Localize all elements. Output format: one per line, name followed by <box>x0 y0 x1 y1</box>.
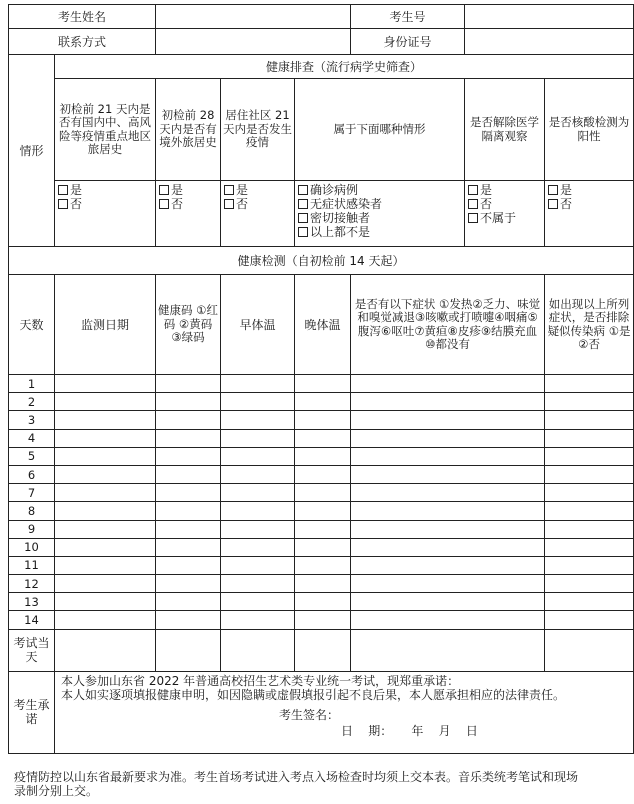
date-cell[interactable] <box>55 538 156 556</box>
date-cell[interactable] <box>55 593 156 611</box>
symptoms-cell[interactable] <box>351 484 545 502</box>
table-row <box>9 447 634 465</box>
exclude-cell[interactable] <box>545 411 634 429</box>
table-row <box>9 429 634 447</box>
morning-temp-cell[interactable] <box>221 575 295 593</box>
morning-temp-cell[interactable] <box>221 538 295 556</box>
morning-temp-cell[interactable] <box>221 502 295 520</box>
checkbox-icon[interactable] <box>58 199 68 209</box>
evening-temp-cell[interactable] <box>295 393 351 411</box>
question-community-outbreak: 居住社区 21 天内是否发生疫情 <box>221 79 295 181</box>
checkbox-icon[interactable] <box>159 185 169 195</box>
day-number: 8 <box>9 502 55 520</box>
table-row <box>9 520 634 538</box>
options-community-outbreak <box>221 181 295 247</box>
health-code-cell[interactable] <box>156 611 221 629</box>
monitoring-title: 健康检测（自初检前 14 天起） <box>9 247 634 275</box>
health-code-cell[interactable] <box>156 593 221 611</box>
exclude-cell[interactable] <box>545 375 634 393</box>
pledge-label: 考生承诺 <box>9 671 55 753</box>
evening-temp-cell[interactable] <box>295 502 351 520</box>
evening-temp-cell[interactable] <box>295 375 351 393</box>
exclude-cell[interactable] <box>545 502 634 520</box>
health-code-cell[interactable] <box>156 465 221 483</box>
morning-temp-cell[interactable] <box>221 611 295 629</box>
evening-temp-cell[interactable] <box>295 429 351 447</box>
checkbox-label: 是 <box>171 183 184 197</box>
checkbox-label: 不属于 <box>480 211 517 225</box>
checkbox-icon[interactable] <box>224 185 234 195</box>
checkbox-option[interactable] <box>159 183 217 197</box>
evening-temp-cell[interactable] <box>295 538 351 556</box>
symptoms-cell[interactable] <box>351 556 545 574</box>
date-cell[interactable] <box>55 520 156 538</box>
table-row <box>9 411 634 429</box>
checkbox-label: 否 <box>171 197 184 211</box>
exam-no-field[interactable] <box>465 5 634 29</box>
date-cell[interactable] <box>55 575 156 593</box>
day-number: 9 <box>9 520 55 538</box>
symptoms-cell[interactable] <box>351 393 545 411</box>
table-row <box>9 484 634 502</box>
pledge-content <box>55 671 634 753</box>
day-header: 天数 <box>9 275 55 375</box>
checkbox-option[interactable] <box>468 211 541 225</box>
date-label[interactable]: 日 期： 年 月 日 <box>341 723 478 738</box>
date-cell[interactable] <box>55 411 156 429</box>
morning-temp-cell[interactable] <box>221 484 295 502</box>
day-number: 4 <box>9 429 55 447</box>
checkbox-option[interactable] <box>224 183 291 197</box>
checkbox-option[interactable] <box>468 183 541 197</box>
checkbox-option[interactable] <box>224 197 291 211</box>
checkbox-icon[interactable] <box>298 185 308 195</box>
evening-temp-cell[interactable] <box>295 611 351 629</box>
checkbox-option[interactable] <box>298 197 461 211</box>
id-label: 身份证号 <box>351 29 465 55</box>
exclude-cell[interactable] <box>545 575 634 593</box>
health-code-header: 健康码 ①红码 ②黄码 ③绿码 <box>156 275 221 375</box>
exam-no-label: 考生号 <box>351 5 465 29</box>
evening-temp-cell[interactable] <box>295 411 351 429</box>
symptoms-cell[interactable] <box>351 411 545 429</box>
morning-temp-cell[interactable] <box>221 411 295 429</box>
day-number: 3 <box>9 411 55 429</box>
id-field[interactable] <box>465 29 634 55</box>
health-declaration-form <box>8 4 634 754</box>
signature-block <box>61 702 627 740</box>
checkbox-option[interactable] <box>159 197 217 211</box>
table-row <box>9 393 634 411</box>
contact-field[interactable] <box>156 29 351 55</box>
health-code-cell[interactable] <box>156 538 221 556</box>
checkbox-label: 是 <box>480 183 493 197</box>
health-code-cell[interactable] <box>156 429 221 447</box>
question-nucleic-positive: 是否核酸检测为阳性 <box>545 79 634 181</box>
symptoms-cell[interactable] <box>351 629 545 671</box>
exclude-cell[interactable] <box>545 538 634 556</box>
table-row <box>9 556 634 574</box>
date-cell[interactable] <box>55 375 156 393</box>
contact-label: 联系方式 <box>9 29 156 55</box>
checkbox-label: 密切接触者 <box>310 211 371 225</box>
checkbox-option[interactable] <box>298 183 461 197</box>
date-cell[interactable] <box>55 629 156 671</box>
question-quarantine-release: 是否解除医学隔离观察 <box>465 79 545 181</box>
evening-temp-cell[interactable] <box>295 629 351 671</box>
checkbox-label: 否 <box>560 197 573 211</box>
checkbox-icon[interactable] <box>298 199 308 209</box>
checkbox-icon[interactable] <box>548 199 558 209</box>
options-nucleic-positive <box>545 181 634 247</box>
checkbox-option[interactable] <box>298 211 461 225</box>
options-domestic-travel <box>55 181 156 247</box>
checkbox-option[interactable] <box>298 225 461 239</box>
date-cell[interactable] <box>55 484 156 502</box>
symptoms-cell[interactable] <box>351 375 545 393</box>
pledge-commitment: 本人如实逐项填报健康申明，如因隐瞒或虚假填报引起不良后果，本人愿承担相应的法律责任。 <box>61 687 566 702</box>
day-number: 10 <box>9 538 55 556</box>
checkbox-icon[interactable] <box>224 199 234 209</box>
options-quarantine-release <box>465 181 545 247</box>
date-cell[interactable] <box>55 393 156 411</box>
morning-temp-cell[interactable] <box>221 375 295 393</box>
table-row <box>9 375 634 393</box>
checkbox-icon[interactable] <box>468 185 478 195</box>
health-code-cell[interactable] <box>156 575 221 593</box>
checkbox-option[interactable] <box>548 197 630 211</box>
evening-temp-cell[interactable] <box>295 575 351 593</box>
health-code-cell[interactable] <box>156 556 221 574</box>
exclude-cell[interactable] <box>545 465 634 483</box>
date-cell[interactable] <box>55 611 156 629</box>
checkbox-icon[interactable] <box>468 213 478 223</box>
exclude-cell[interactable] <box>545 429 634 447</box>
date-cell[interactable] <box>55 447 156 465</box>
checkbox-icon[interactable] <box>159 199 169 209</box>
day-number: 6 <box>9 465 55 483</box>
day-number: 12 <box>9 575 55 593</box>
footer-note: 疫情防控以山东省最新要求为准。考生首场考试进入考点入场检查时均须上交本表。音乐类统考笔试和现场录制分别上交。 <box>14 770 579 798</box>
date-cell[interactable] <box>55 502 156 520</box>
checkbox-icon[interactable] <box>548 185 558 195</box>
table-row <box>9 575 634 593</box>
evening-temp-cell[interactable] <box>295 465 351 483</box>
question-overseas-travel: 初检前 28 天内是否有境外旅居史 <box>156 79 221 181</box>
day-number: 7 <box>9 484 55 502</box>
health-code-cell[interactable] <box>156 502 221 520</box>
morning-temp-cell[interactable] <box>221 429 295 447</box>
health-code-cell[interactable] <box>156 447 221 465</box>
date-cell[interactable] <box>55 556 156 574</box>
morning-temp-cell[interactable] <box>221 556 295 574</box>
health-code-cell[interactable] <box>156 375 221 393</box>
symptoms-cell[interactable] <box>351 575 545 593</box>
options-case-type <box>295 181 465 247</box>
signature-label[interactable]: 考生签名： <box>279 707 340 722</box>
pledge-statement: 本人参加山东省 2022 年普通高校招生艺术类专业统一考试，现郑重承诺： <box>61 673 460 688</box>
checkbox-label: 否 <box>70 197 83 211</box>
exclude-cell[interactable] <box>545 611 634 629</box>
name-label: 考生姓名 <box>9 5 156 29</box>
health-code-cell[interactable] <box>156 411 221 429</box>
day-number: 14 <box>9 611 55 629</box>
symptoms-cell[interactable] <box>351 447 545 465</box>
morning-temp-cell[interactable] <box>221 593 295 611</box>
table-row <box>9 465 634 483</box>
symptoms-cell[interactable] <box>351 520 545 538</box>
health-code-cell[interactable] <box>156 629 221 671</box>
exclude-cell[interactable] <box>545 556 634 574</box>
symptoms-cell[interactable] <box>351 502 545 520</box>
exclude-cell[interactable] <box>545 484 634 502</box>
table-row <box>9 538 634 556</box>
checkbox-label: 否 <box>480 197 493 211</box>
checkbox-icon[interactable] <box>298 213 308 223</box>
screening-title: 健康排查（流行病学史筛查） <box>55 55 634 79</box>
checkbox-icon[interactable] <box>298 227 308 237</box>
exam-day-label: 考试当天 <box>9 629 55 671</box>
evening-temp-header: 晚体温 <box>295 275 351 375</box>
checkbox-label: 确诊病例 <box>310 183 359 197</box>
morning-temp-cell[interactable] <box>221 447 295 465</box>
day-number: 2 <box>9 393 55 411</box>
health-code-cell[interactable] <box>156 520 221 538</box>
table-row <box>9 611 634 629</box>
checkbox-option[interactable] <box>58 183 152 197</box>
day-number: 13 <box>9 593 55 611</box>
checkbox-label: 无症状感染者 <box>310 197 383 211</box>
health-code-cell[interactable] <box>156 484 221 502</box>
date-header: 监测日期 <box>55 275 156 375</box>
evening-temp-cell[interactable] <box>295 593 351 611</box>
checkbox-label: 以上都不是 <box>310 225 371 239</box>
morning-temp-cell[interactable] <box>221 465 295 483</box>
exclude-cell[interactable] <box>545 447 634 465</box>
options-overseas-travel <box>156 181 221 247</box>
symptoms-header: 是否有以下症状 ①发热②乏力、味觉和嗅觉减退③咳嗽或打喷嚏④咽痛⑤腹泻⑥呕吐⑦黄疸⑧皮疹⑨结膜充血⑩都没有 <box>351 275 545 375</box>
exclude-header: 如出现以上所列症状，是否排除疑似传染病 ①是 ②否 <box>545 275 634 375</box>
morning-temp-cell[interactable] <box>221 520 295 538</box>
checkbox-label: 是 <box>70 183 83 197</box>
table-row <box>9 629 634 671</box>
evening-temp-cell[interactable] <box>295 556 351 574</box>
date-cell[interactable] <box>55 465 156 483</box>
day-number: 5 <box>9 447 55 465</box>
situation-label: 情形 <box>9 55 55 247</box>
checkbox-label: 是 <box>236 183 249 197</box>
morning-temp-cell[interactable] <box>221 629 295 671</box>
checkbox-icon[interactable] <box>58 185 68 195</box>
checkbox-label: 是 <box>560 183 573 197</box>
table-row <box>9 502 634 520</box>
checkbox-option[interactable] <box>468 197 541 211</box>
symptoms-cell[interactable] <box>351 465 545 483</box>
symptoms-cell[interactable] <box>351 538 545 556</box>
morning-temp-header: 早体温 <box>221 275 295 375</box>
question-domestic-travel: 初检前 21 天内是否有国内中、高风险等疫情重点地区旅居史 <box>55 79 156 181</box>
symptoms-cell[interactable] <box>351 611 545 629</box>
exclude-cell[interactable] <box>545 520 634 538</box>
health-code-cell[interactable] <box>156 393 221 411</box>
checkbox-label: 否 <box>236 197 249 211</box>
morning-temp-cell[interactable] <box>221 393 295 411</box>
question-case-type: 属于下面哪种情形 <box>295 79 465 181</box>
name-field[interactable] <box>156 5 351 29</box>
symptoms-cell[interactable] <box>351 429 545 447</box>
table-row <box>9 593 634 611</box>
day-number: 1 <box>9 375 55 393</box>
evening-temp-cell[interactable] <box>295 484 351 502</box>
checkbox-option[interactable] <box>548 183 630 197</box>
evening-temp-cell[interactable] <box>295 447 351 465</box>
exclude-cell[interactable] <box>545 593 634 611</box>
exclude-cell[interactable] <box>545 629 634 671</box>
date-cell[interactable] <box>55 429 156 447</box>
day-number: 11 <box>9 556 55 574</box>
checkbox-icon[interactable] <box>468 199 478 209</box>
checkbox-option[interactable] <box>58 197 152 211</box>
symptoms-cell[interactable] <box>351 593 545 611</box>
evening-temp-cell[interactable] <box>295 520 351 538</box>
exclude-cell[interactable] <box>545 393 634 411</box>
